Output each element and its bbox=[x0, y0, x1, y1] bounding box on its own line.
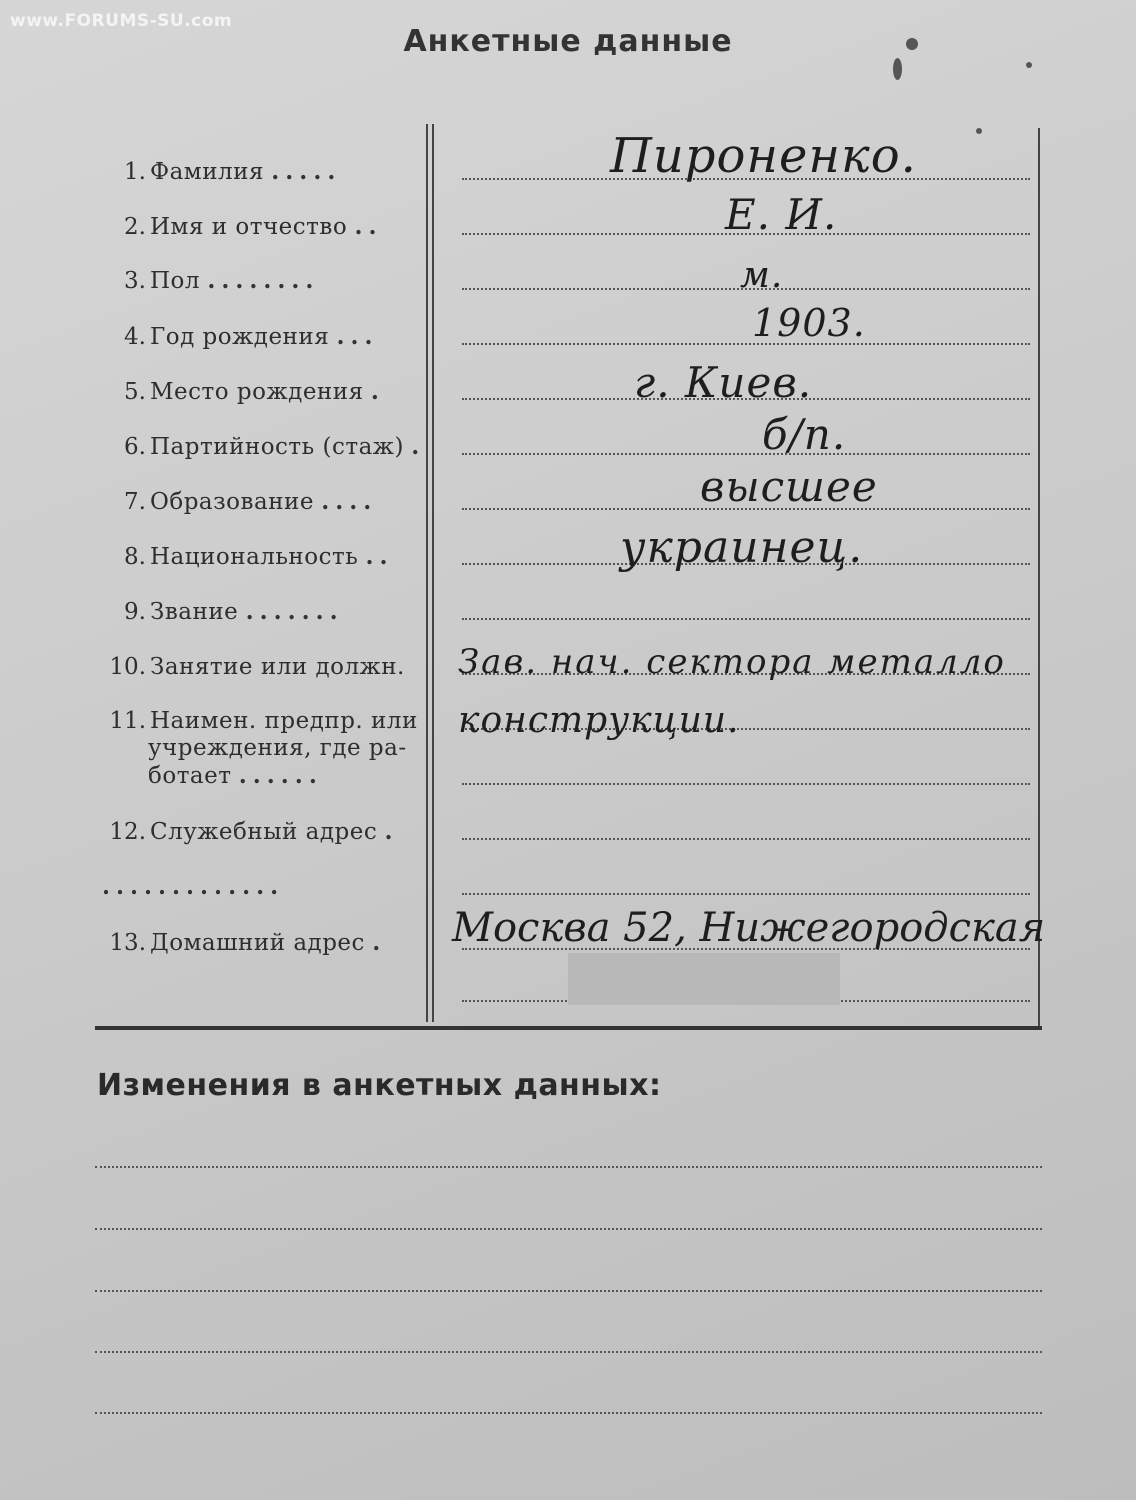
changes-line bbox=[95, 1228, 1042, 1230]
changes-line bbox=[95, 1412, 1042, 1414]
paper-mark bbox=[906, 38, 918, 50]
changes-section-title: Изменения в анкетных данных: bbox=[97, 1068, 662, 1103]
paper-mark bbox=[1026, 62, 1032, 68]
right-border bbox=[1038, 128, 1040, 1026]
changes-line bbox=[95, 1351, 1042, 1353]
paper-mark bbox=[893, 58, 902, 80]
redaction-block bbox=[568, 953, 840, 1005]
answer-line bbox=[462, 893, 1030, 895]
field-label-employer: 11. Наимен. предпр. или учреждения, где ра- ботает ...... bbox=[109, 708, 418, 789]
answer-education: высшее bbox=[700, 462, 878, 511]
field-label-sex: 3. Пол ........ bbox=[124, 267, 320, 294]
column-divider bbox=[432, 124, 434, 1022]
answer-line bbox=[462, 838, 1030, 840]
answer-surname: Пироненко. bbox=[610, 128, 917, 184]
answer-nationality: украинец. bbox=[620, 522, 864, 573]
field-label-birth-year: 4. Год рождения ... bbox=[124, 323, 379, 350]
field-label-rank: 9. Звание ....... bbox=[124, 598, 344, 625]
answer-name-patronymic: Е. И. bbox=[725, 190, 838, 239]
watermark: www.FORUMS-SU.com bbox=[10, 11, 233, 31]
answer-line bbox=[462, 618, 1030, 620]
field-label-education: 7. Образование .... bbox=[124, 488, 378, 515]
changes-line bbox=[95, 1166, 1042, 1168]
field-label-nationality: 8. Национальность .. bbox=[124, 543, 394, 570]
field-label-surname: 1. Фамилия ..... bbox=[124, 158, 342, 185]
paper-mark bbox=[976, 128, 982, 134]
answer-birth-year: 1903. bbox=[752, 301, 866, 345]
field-label-name-patronymic: 2. Имя и отчество .. bbox=[124, 213, 383, 240]
document-title: Анкетные данные bbox=[403, 24, 733, 59]
answer-line bbox=[462, 453, 1030, 455]
answer-home-address: Москва 52, Нижегородская bbox=[452, 905, 1046, 951]
answer-employer: конструкции. bbox=[458, 700, 740, 741]
answer-occupation: Зав. нач. сектора металло bbox=[458, 642, 1006, 682]
section-rule bbox=[95, 1026, 1042, 1030]
answer-birthplace: г. Киев. bbox=[634, 358, 813, 407]
answer-line bbox=[462, 783, 1030, 785]
field-label-work-address: 12. Служебный адрес . bbox=[109, 818, 399, 845]
answer-sex: м. bbox=[740, 255, 784, 296]
field-label-work-address-cont: ............. bbox=[102, 873, 285, 900]
field-label-occupation: 10. Занятие или должн. bbox=[109, 654, 405, 680]
field-label-birthplace: 5. Место рождения . bbox=[124, 378, 385, 405]
field-label-home-address: 13. Домашний адрес . bbox=[109, 929, 387, 956]
answer-party: б/п. bbox=[762, 410, 847, 459]
field-label-party: 6. Партийность (стаж) . bbox=[124, 433, 426, 460]
answer-line bbox=[462, 343, 1030, 345]
changes-line bbox=[95, 1290, 1042, 1292]
column-divider bbox=[426, 124, 428, 1022]
